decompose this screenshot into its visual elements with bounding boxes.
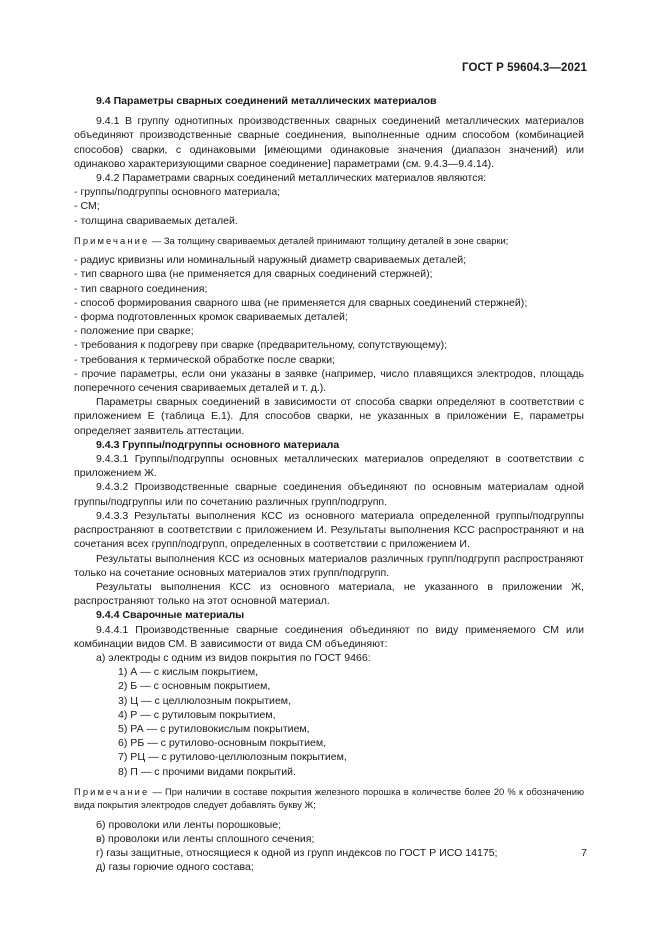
list-item: - тип сварного шва (не применяется для сварных соединений стержней);	[74, 268, 433, 281]
list-item: - положение при сварке;	[74, 325, 194, 338]
paragraph-9-4-3-3-c: Результаты выполнения КСС из основного материала, не указанного в приложении Ж, распространяют только на этот основной материал.	[74, 580, 584, 608]
list-item: - форма подготовленных кромок свариваемых деталей;	[74, 311, 348, 324]
list-item: - прочие параметры, если они указаны в заявке (например, число плавящихся электродов, площадь поперечного сечения свариваемых деталей и т. д.).	[74, 367, 584, 395]
paragraph-9-4-1: 9.4.1 В группу однотипных производственных сварных соединений металлических материалов объединяют производственные сварные соединения, выполненные одним способом (комбинацией способов) сварки, с одинаковыми [имеющими одинаковые значения (диапазон значений) или одинаково характеризующими сварное соединение] параметрами (см. 9.4.3—9.4.14).	[74, 115, 584, 170]
paragraph-9-4-2: 9.4.2 Параметрами сварных соединений металлических материалов являются:	[96, 172, 487, 185]
list-item: - требования к термической обработке после сварки;	[74, 353, 336, 366]
list-item: - толщина свариваемых деталей.	[74, 214, 238, 227]
note-label: Примечание	[74, 785, 150, 797]
coating-item: 5) РА — с рутиловокислым покрытием,	[118, 722, 310, 735]
note-iron-powder	[74, 785, 584, 812]
note-text: — За толщину свариваемых деталей принимают толщину деталей в зоне сварки;	[149, 234, 509, 246]
list-item: - способ формирования сварного шва (не применяется для сварных соединений стержней);	[74, 296, 528, 309]
list-item: - радиус кривизны или номинальный наружный диаметр свариваемых деталей;	[74, 254, 467, 267]
paragraph-9-4-4-1: 9.4.4.1 Производственные сварные соединения объединяют по виду применяемого СМ или комбинации видов СМ. В зависимости от вида СМ объединяют:	[74, 623, 584, 650]
section-heading-9-4: 9.4 Параметры сварных соединений металлических материалов	[96, 95, 437, 107]
note-thickness	[74, 234, 584, 247]
list-item-v: в) проволоки или ленты сплошного сечения;	[96, 832, 315, 845]
list-item: - группы/подгруппы основного материала;	[74, 186, 281, 199]
paragraph-params: Параметры сварных соединений в зависимости от способа сварки определяют в соответствии с приложением Е (таблица Е.1). Для способов сварки, не указанных в приложении Е, параметры определяет заявитель аттестации.	[74, 396, 584, 437]
note-text: — При наличии в составе покрытия железного порошка в количестве более 20 % к обозначению вида покрытия электродов следует добавлять букву Ж;	[74, 785, 584, 811]
section-heading-9-4-4: 9.4.4 Сварочные материалы	[96, 609, 245, 622]
coating-item: 1) А — с кислым покрытием,	[118, 666, 259, 679]
list-item: - тип сварного соединения;	[74, 282, 208, 295]
list-item: - требования к подогреву при сварке (предварительному, сопутствующему);	[74, 339, 448, 352]
list-item-b: б) проволоки или ленты порошковые;	[96, 818, 282, 831]
paragraph-9-4-3-1: 9.4.3.1 Группы/подгруппы основных металлических материалов определяют в соответствии с приложением Ж.	[74, 453, 584, 480]
page-content	[74, 94, 584, 874]
coating-item: 7) РЦ — с рутилово-целлюлозным покрытием,	[118, 751, 347, 764]
coating-item: 3) Ц — с целлюлозным покрытием,	[118, 694, 291, 707]
coating-item: 6) РБ — с рутилово-основным покрытием,	[118, 737, 327, 750]
list-item-a: а) электроды с одним из видов покрытия по ГОСТ 9466:	[96, 651, 371, 664]
coating-item: 2) Б — с основным покрытием,	[118, 680, 271, 693]
note-label: Примечание	[74, 234, 150, 246]
document-id: ГОСТ Р 59604.3—2021	[462, 62, 587, 74]
section-heading-9-4-3: 9.4.3 Группы/подгруппы основного материала	[96, 438, 340, 451]
page-number: 7	[581, 847, 587, 859]
list-item-g: г) газы защитные, относящиеся к одной из групп индексов по ГОСТ Р ИСО 14175;	[96, 846, 498, 859]
paragraph-9-4-3-3-b: Результаты выполнения КСС из основных материалов различных групп/подгрупп распространяют только на сочетание основных материалов этих групп/подгрупп.	[74, 552, 584, 579]
list-item-d: д) газы горючие одного состава;	[96, 861, 254, 874]
list-item: - СМ;	[74, 200, 100, 213]
coating-item: 8) П — с прочими видами покрытий.	[118, 765, 296, 778]
paragraph-9-4-3-2: 9.4.3.2 Производственные сварные соединения объединяют по основным материалам одной группы/подгруппы или по сочетанию различных групп/подгрупп.	[74, 481, 584, 508]
paragraph-9-4-3-3: 9.4.3.3 Результаты выполнения КСС из основного материала определенной группы/подгруппы распространяют в соответствии с приложением И. Результаты выполнения КСС распространяют и на сочетания всех групп/подгрупп, определенных в соответствии с приложением И.	[74, 509, 584, 551]
coating-item: 4) Р — с рутиловым покрытием,	[118, 708, 276, 721]
